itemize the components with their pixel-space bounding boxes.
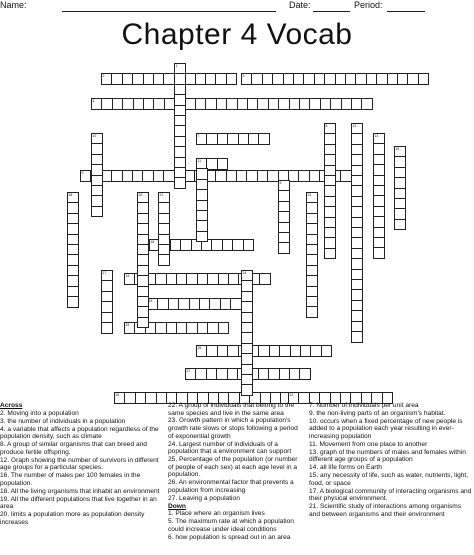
clue: 24. Largest number of individuals of a population that a environment can support bbox=[168, 440, 292, 456]
crossword-cell[interactable] bbox=[196, 231, 208, 243]
clue-number: 25 bbox=[197, 346, 202, 350]
clue-number: 5 bbox=[279, 181, 282, 185]
crossword-cell[interactable] bbox=[158, 254, 170, 266]
crossword-cell[interactable] bbox=[299, 368, 311, 380]
clues-column-2 bbox=[168, 402, 304, 542]
crossword-cell[interactable] bbox=[226, 73, 238, 85]
clue-number: 9 bbox=[81, 171, 84, 175]
clue-number: 1 bbox=[175, 64, 178, 68]
clue: 15. any necessity of life, such as water, nutrients, light, food, or space bbox=[309, 472, 469, 487]
down-heading: Down bbox=[168, 502, 186, 510]
clue: 26. An environmental factor that prevents a population from increasing bbox=[168, 479, 294, 494]
down-clue-list-continued bbox=[309, 402, 473, 518]
clue: 12. Graph showing the number of survivors in different age groups for a particular species. bbox=[0, 456, 159, 472]
clue: 10. occurs when a fixed percentage of new people is added to a population each year resulting in ever-increasing population bbox=[309, 417, 463, 440]
clue-number: 14 bbox=[125, 274, 130, 278]
clue: 27. Leaving a population bbox=[168, 494, 240, 502]
crossword-cell[interactable] bbox=[418, 73, 430, 85]
across-heading: Across bbox=[0, 402, 23, 409]
crossword-cell[interactable] bbox=[351, 331, 363, 343]
down-clue-list bbox=[168, 510, 304, 541]
clue-number: 7 bbox=[197, 134, 200, 138]
crossword-cell[interactable] bbox=[306, 306, 318, 318]
clue-number: 22 bbox=[289, 393, 294, 397]
clue-number: 13 bbox=[374, 134, 379, 138]
clue-number: 20 bbox=[138, 193, 143, 197]
clue-number: 3 bbox=[242, 74, 245, 78]
clue-number: 24 bbox=[125, 323, 130, 327]
clue: 16. The number of males per 100 females in the population. bbox=[0, 472, 141, 487]
clue-number: 15 bbox=[395, 147, 400, 151]
clue: 3. the number of individuals in a population bbox=[0, 417, 126, 425]
clue-number: 18 bbox=[68, 193, 73, 197]
name-label: Name: bbox=[0, 0, 27, 10]
clue: 23. Growth pattern in which a population's growth rate slows or stops following a period of exponential growth bbox=[168, 417, 298, 440]
crossword-cell[interactable] bbox=[340, 170, 352, 182]
clue-number: 27 bbox=[186, 369, 191, 373]
clue-number: 17 bbox=[102, 271, 107, 275]
date-label: Date: bbox=[289, 0, 311, 10]
clue: 21. Scientific study of interactions among organisms and between organisms and their environment bbox=[309, 503, 462, 518]
crossword-cell[interactable] bbox=[259, 273, 271, 285]
period-label: Period: bbox=[354, 0, 383, 10]
clue: 19. All the different populations that live together in an area bbox=[0, 495, 157, 511]
crossword-cell[interactable] bbox=[373, 247, 385, 259]
clue-number: 8 bbox=[325, 124, 328, 128]
clue: 2. Moving into a population bbox=[0, 409, 79, 417]
clue: 6. how population is spread out in an area bbox=[168, 533, 291, 541]
clue: 8. A group of similar organisms that can breed and produce fertile offspring. bbox=[0, 441, 147, 456]
crossword-cell[interactable] bbox=[137, 317, 149, 329]
clue-number: 16 bbox=[150, 240, 155, 244]
clue: 18. All the living organisms that inhabit an environment bbox=[0, 487, 160, 495]
clue: 9. the non-living parts of an organism's habitat. bbox=[309, 409, 446, 417]
clue: 22. A group of individuals that belong to the same species and live in the same area bbox=[168, 402, 295, 417]
clue: 25. Percentage of the population (or number of people of each sex) at each age level in a population. bbox=[168, 456, 298, 479]
crossword-cell[interactable] bbox=[258, 133, 270, 145]
crossword-cell[interactable] bbox=[241, 384, 253, 396]
clues-column-3 bbox=[309, 402, 473, 519]
clue-number: 23 bbox=[307, 193, 312, 197]
clue: 4. a variable that affects a population regardless of the population density, such as climate bbox=[0, 425, 159, 441]
clue-number: 19 bbox=[148, 299, 153, 303]
crossword-cell[interactable] bbox=[321, 345, 333, 357]
clue-number: 12 bbox=[352, 124, 357, 128]
clue-number: 2 bbox=[102, 74, 105, 78]
crossword-cell[interactable] bbox=[278, 242, 290, 254]
crossword-cell[interactable] bbox=[243, 239, 255, 251]
across-clue-list-continued bbox=[168, 402, 304, 502]
crossword-cell[interactable] bbox=[324, 248, 336, 260]
clue-number: 11 bbox=[197, 159, 202, 163]
clue-number: 10 bbox=[92, 134, 97, 138]
clue: 13. graph of the numbers of males and females within different age groups of a population bbox=[309, 448, 466, 464]
clue-number: 26 bbox=[115, 393, 120, 397]
page-title: Chapter 4 Vocab bbox=[121, 18, 353, 51]
clue: 17. A biological community of interacting organisms and their physical environment. bbox=[309, 487, 472, 503]
across-clue-list bbox=[0, 410, 164, 526]
clue-number: 24 bbox=[242, 271, 247, 275]
crossword-cell[interactable] bbox=[67, 296, 79, 308]
crossword-cell[interactable] bbox=[217, 158, 229, 170]
crossword-cell[interactable] bbox=[174, 177, 186, 189]
clues-column-1 bbox=[0, 402, 164, 526]
crossword-cell[interactable] bbox=[91, 206, 103, 218]
crossword-cell[interactable] bbox=[218, 322, 230, 334]
crossword-cell[interactable] bbox=[101, 322, 113, 334]
clue-number: 21 bbox=[159, 193, 164, 197]
crossword-cell[interactable] bbox=[361, 98, 373, 110]
clue: 11. Movement from one place to another bbox=[309, 440, 428, 448]
clue: 1. Place where an organism lives bbox=[168, 510, 265, 518]
clue: 20. limits a population more as population density increases bbox=[0, 510, 145, 526]
crossword-cell[interactable] bbox=[394, 219, 406, 231]
clue-number: 4 bbox=[92, 99, 95, 103]
clue: 7. Number of individuals per unit area bbox=[309, 402, 419, 409]
clue: 14. all life forms on Earth bbox=[309, 464, 382, 472]
clue: 5. The maximum rate at which a population could increase under ideal conditions bbox=[168, 518, 294, 533]
